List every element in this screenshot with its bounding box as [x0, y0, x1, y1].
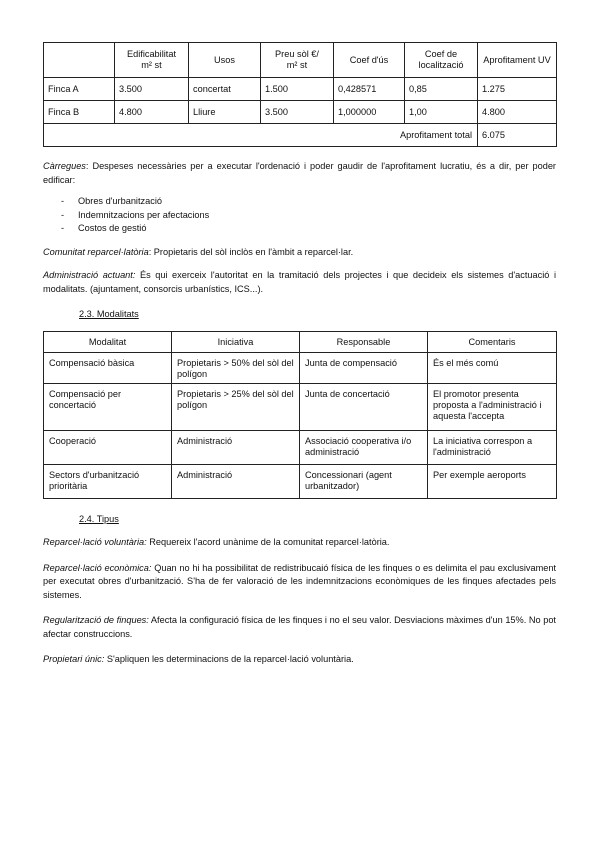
- table-row: [44, 431, 557, 465]
- tipus-text: S'apliquen les determinacions de la reparcel·lació voluntària.: [104, 654, 354, 664]
- table-cell: Junta de concertació: [300, 384, 428, 431]
- tipus-text: Requereix l'acord unànime de la comunitat reparcel·latòria.: [146, 537, 390, 547]
- comunitat-term: Comunitat reparcel·latòria: [43, 246, 149, 257]
- total-value: 6.075: [478, 124, 557, 147]
- table-cell: Per exemple aeroports: [428, 465, 557, 499]
- carregues-paragraph: [43, 160, 556, 187]
- table-cell: És el més comú: [428, 353, 557, 384]
- column-header: [115, 43, 189, 78]
- table-cell: Associació cooperativa i/o administració: [300, 431, 428, 465]
- tipus-paragraph: [43, 562, 556, 603]
- carregues-term: Càrregues: [43, 161, 86, 171]
- column-header: [44, 43, 115, 78]
- header-edificabilitat: Edificabilitat m² st: [126, 49, 177, 70]
- table-cell: 3.500: [115, 78, 189, 101]
- list-item-text: Obres d'urbanització: [78, 196, 162, 206]
- tipus-term: Regularització de finques:: [43, 615, 149, 625]
- column-header: [261, 43, 334, 78]
- table-cell: Propietaris > 25% del sòl del polígon: [172, 384, 300, 431]
- table-cell: Compensació bàsica: [44, 353, 172, 384]
- tipus-term: Propietari únic:: [43, 654, 105, 664]
- table-row: [44, 353, 557, 384]
- tipus-term: Reparcel·lació econòmica:: [43, 562, 152, 573]
- column-header: Responsable: [300, 332, 428, 353]
- list-item-text: Costos de gestió: [78, 223, 147, 233]
- header-preu-sol: Preu sòl €/ m² st: [275, 49, 319, 70]
- table-row: [44, 384, 557, 431]
- comunitat-paragraph: [43, 246, 556, 260]
- table-cell: Sectors d'urbanització prioritària: [44, 465, 172, 499]
- table-cell: 1,000000: [334, 101, 405, 124]
- header-aprofitament: Aprofitament UV: [483, 54, 551, 65]
- table-cell: Junta de compensació: [300, 353, 428, 384]
- administracio-paragraph: [43, 269, 556, 296]
- column-header: Iniciativa: [172, 332, 300, 353]
- table-cell: 1,00: [405, 101, 478, 124]
- table-row: [44, 465, 557, 499]
- aprofitament-table: [43, 42, 557, 147]
- column-header: Comentaris: [428, 332, 557, 353]
- table-header-row: [44, 332, 557, 353]
- tipus-term: Reparcel·lació voluntària:: [43, 537, 147, 547]
- administracio-text: És qui exerceix l'autoritat en la tramitació dels projectes i que decideix els sistemes d'actuació i modalitats. (ajuntament, consorcis urbanístics, ICS...).: [43, 270, 556, 294]
- table-cell: Cooperació: [44, 431, 172, 465]
- table-cell: Finca A: [44, 78, 115, 101]
- column-header: Coef d'ús: [334, 43, 405, 78]
- table-cell: 0,428571: [334, 78, 405, 101]
- tipus-text: Quan no hi ha possibilitat de redistribucaió física de les finques o es delimita el pau exclusivament per executat obres d'urbanització. S'ha de fer valoració de les indemnitzacions econòmiques de les finques afectades pels sistemes.: [43, 562, 556, 600]
- total-label: Aprofitament total: [44, 124, 478, 147]
- table-cell: Finca B: [44, 101, 115, 124]
- table-cell: 1.500: [261, 78, 334, 101]
- table-cell: Propietaris > 50% del sòl del polígon: [172, 353, 300, 384]
- table-cell: La iniciativa correspon a l'administració: [428, 431, 557, 465]
- table-cell: Administració: [172, 465, 300, 499]
- column-header: [405, 43, 478, 78]
- list-item: - Costos de gestió: [61, 223, 147, 233]
- table-row: [44, 101, 557, 124]
- table-cell: Lliure: [189, 101, 261, 124]
- carregues-list: [43, 195, 556, 236]
- document-page: [43, 42, 556, 667]
- column-header: Usos: [189, 43, 261, 78]
- table-cell: concertat: [189, 78, 261, 101]
- section-heading-tipus: 2.4. Tipus: [79, 514, 119, 524]
- list-item-text: Indemnitzacions per afectacions: [78, 209, 210, 220]
- tipus-paragraph: [43, 614, 556, 641]
- tipus-paragraph: [43, 653, 556, 667]
- column-header: [478, 43, 557, 78]
- column-header: Modalitat: [44, 332, 172, 353]
- table-row: [44, 78, 557, 101]
- administracio-term: Administració actuant:: [43, 270, 136, 280]
- modalitats-table: [43, 331, 557, 499]
- total-row: [44, 124, 557, 147]
- section-heading-modalitats: 2.3. Modalitats: [79, 309, 139, 319]
- table-cell: 4.800: [478, 101, 557, 124]
- table-cell: 0,85: [405, 78, 478, 101]
- comunitat-text: : Propietaris del sòl inclòs en l'àmbit a reparcel·lar.: [148, 246, 354, 257]
- tipus-text: Afecta la configuració física de les finques i no el seu valor. Desviacions màximes d'un 15%. No pot afectar construccions.: [43, 615, 556, 639]
- tipus-paragraph: [43, 536, 556, 550]
- table-cell: 3.500: [261, 101, 334, 124]
- table-cell: El promotor presenta proposta a l'administració i aquesta l'accepta: [428, 384, 557, 431]
- header-coef-localitzacio: Coef de localització: [418, 49, 464, 70]
- table-cell: Concessionari (agent urbanitzador): [300, 465, 428, 499]
- table-cell: Compensació per concertació: [44, 384, 172, 431]
- carregues-text: : Despeses necessàries per a executar l'ordenació i poder gaudir de l'aprofitament lucratiu, és a dir, per poder edificar:: [43, 161, 556, 185]
- table-cell: 4.800: [115, 101, 189, 124]
- list-item: - Obres d'urbanització: [61, 196, 162, 206]
- table-cell: Administració: [172, 431, 300, 465]
- list-item: - Indemnitzacions per afectacions: [61, 209, 210, 220]
- table-header-row: [44, 43, 557, 78]
- table-cell: 1.275: [478, 78, 557, 101]
